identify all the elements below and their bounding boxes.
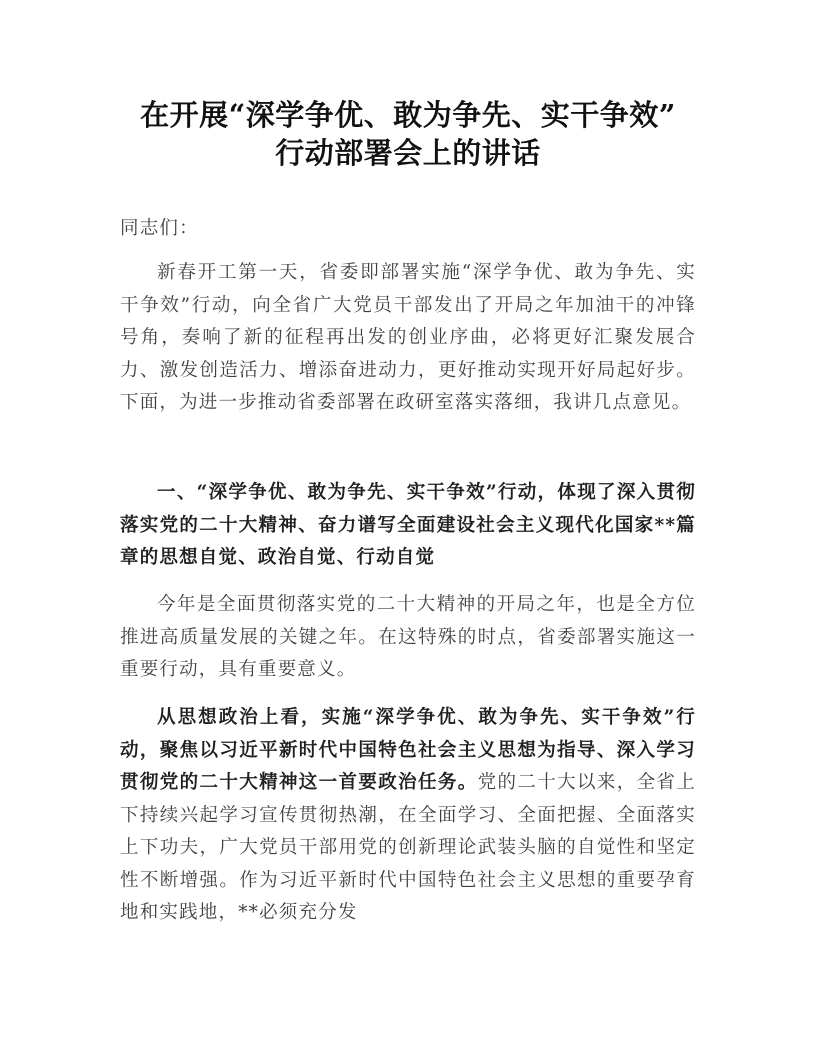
salutation: 同志们： <box>120 218 199 239</box>
document-title-line-2: 行动部署会上的讲话 <box>275 136 541 170</box>
paragraph-political-lead: 从思想政治上看，实施“深学争优、敢为争先、实干争效”行动，聚焦以习近平新时代中国特色社会主义思想为指导、深入学习贯彻党的二十大精神这一首要政治任务。 <box>120 707 696 793</box>
paragraph-political-body: 党的二十大以来，全省上下持续兴起学习宣传贯彻热潮，在全面学习、全面把握、全面落实上下功夫，广大党员干部用党的创新理论武装头脑的自觉性和坚定性不断增强。作为习近平新时代中国特色社会主义思想的重要孕育地和实践地，**必须充分发 <box>120 772 697 923</box>
paragraph-political <box>120 702 696 930</box>
paragraph-intro: 新春开工第一天，省委即部署实施“深学争优、敢为争先、实干争效”行动，向全省广大党员干部发出了开局之年加油干的冲锋号角，奏响了新的征程再出发的创业序曲，必将更好汇聚发展合力、激发创造活力、增添奋进动力，更好推动实现开好局起好步。下面，为进一步推动省委部署在政研室落实落细，我讲几点意见。 <box>120 262 696 413</box>
section-heading-1: 一、“深学争优、敢为争先、实干争效”行动，体现了深入贯彻落实党的二十大精神、奋力谱写全面建设社会主义现代化国家**篇章的思想自觉、政治自觉、行动自觉 <box>120 482 696 568</box>
document-title-line-1: 在开展“深学争优、敢为争先、实干争效” <box>140 98 676 132</box>
paragraph-context: 今年是全面贯彻落实党的二十大精神的开局之年，也是全方位推进高质量发展的关键之年。在这特殊的时点，省委部署实施这一重要行动，具有重要意义。 <box>120 594 696 680</box>
